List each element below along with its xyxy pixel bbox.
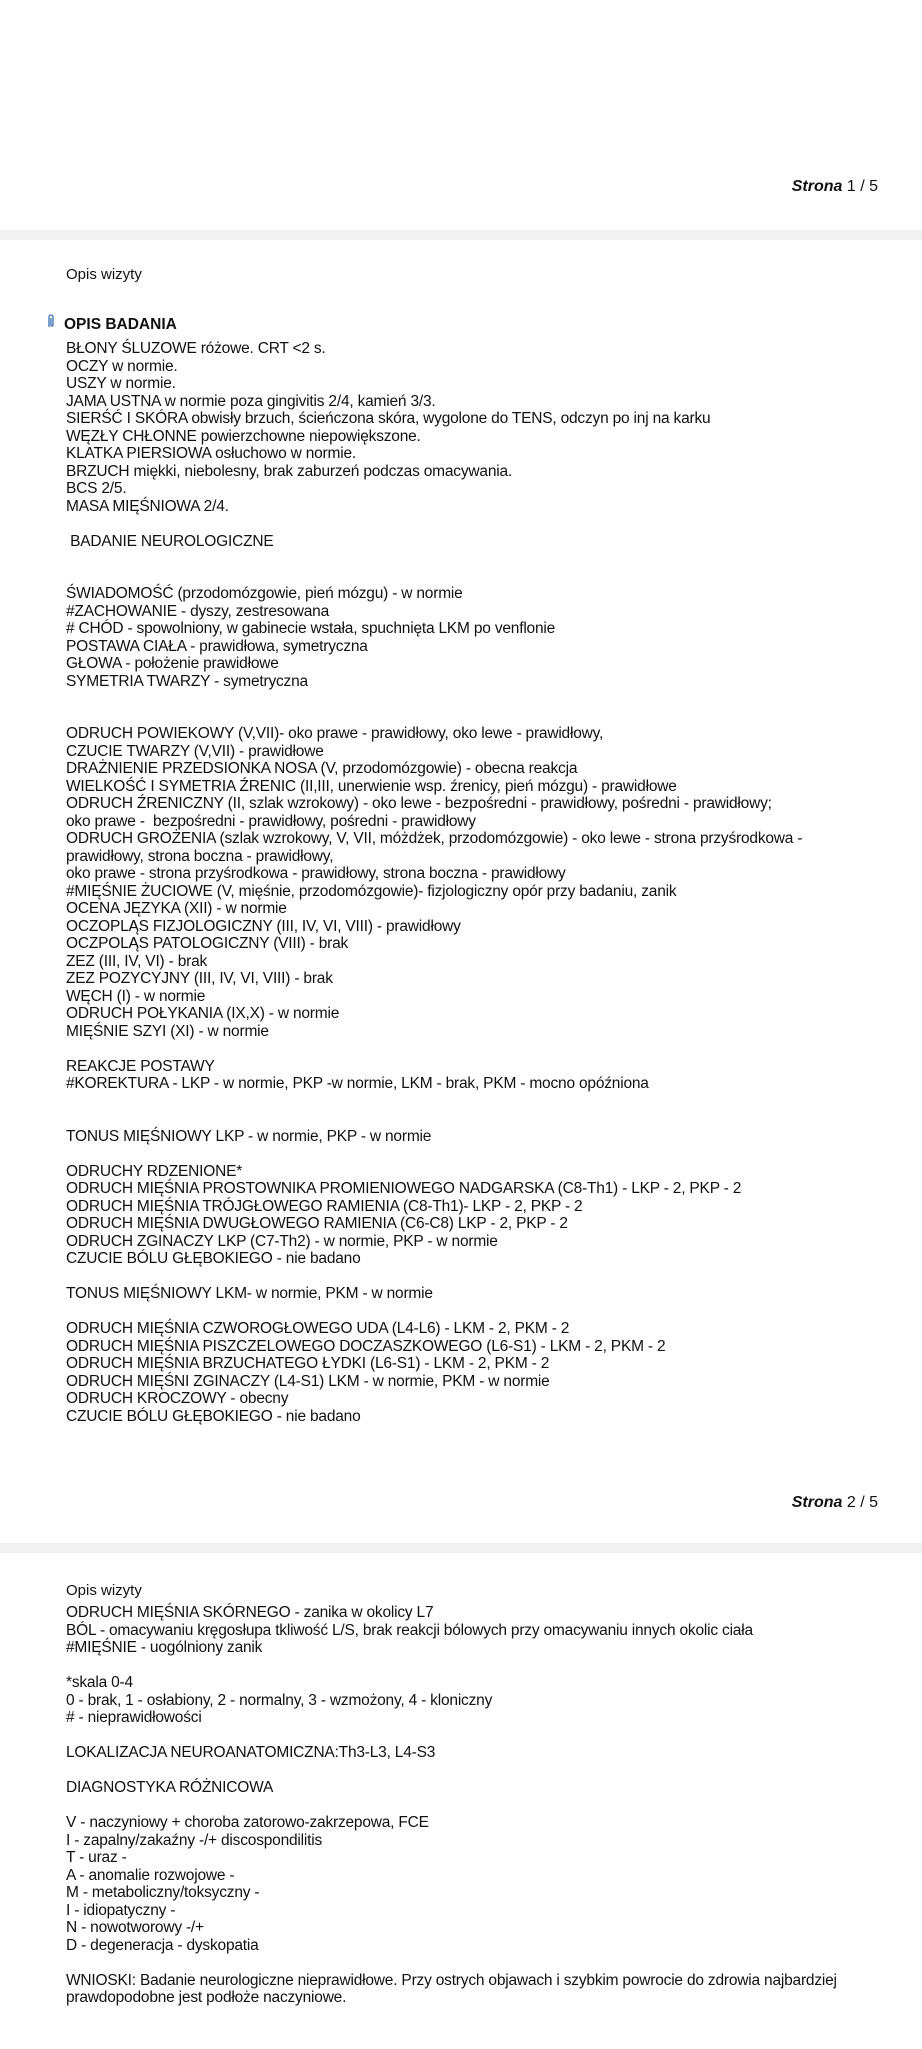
text-line: ODRUCH MIĘŚNIA SKÓRNEGO - zanika w okolicy L7: [66, 1604, 434, 1621]
text-line: ODRUCH KROCZOWY - obecny: [66, 1390, 289, 1407]
text-line: V - naczyniowy + choroba zatorowo-zakrzepowa, FCE: [66, 1814, 429, 1831]
text-line: ODRUCH MIĘŚNIA PISZCZELOWEGO DOCZASZKOWEGO (L6-S1) - LKM - 2, PKM - 2: [66, 1337, 666, 1355]
text-line: BRZUCH miękki, niebolesny, brak zaburzeń podczas omacywania.: [66, 462, 513, 480]
text-line: WĘCH (I) - w normie: [66, 987, 206, 1005]
text-line: ODRUCH GROŻENIA (szlak wzrokowy, V, VII, móżdżek, przodomózgowie) - oko lewe - strona przyśrodkowa -: [66, 830, 803, 847]
text-line: M - metaboliczny/toksyczny -: [66, 1884, 260, 1901]
page-number: 2: [846, 1494, 856, 1511]
text-line: #MIĘŚNIE ŻUCIOWE (V, mięśnie, przodomózgowie)- fizjologiczny opór przy badaniu, zanik: [66, 882, 677, 900]
text-line: JAMA USTNA w normie poza gingivitis 2/4, kamień 3/3.: [66, 392, 436, 410]
text-line: #ZACHOWANIE - dyszy, zestresowana: [66, 602, 329, 620]
text-line: BADANIE NEUROLOGICZNE: [66, 532, 274, 550]
text-line: [66, 1954, 902, 1972]
text-line: TONUS MIĘŚNIOWY LKM- w normie, PKM - w normie: [66, 1285, 433, 1302]
page-header: Opis wizyty: [66, 1582, 142, 1599]
exam-description: [66, 340, 902, 1425]
text-line: prawdopodobne jest podłoże naczyniowe.: [66, 1989, 347, 2006]
text-line: USZY w normie.: [66, 375, 176, 392]
text-line: [66, 1657, 902, 1675]
text-line: BÓL - omacywaniu kręgosłupa tkliwość L/S, brak reakcji bólowych przy omacywaniu innych okolic ciała: [66, 1621, 753, 1639]
text-line: OCZPOLĄS PATOLOGICZNY (VIII) - brak: [66, 935, 349, 952]
page-number: 1: [846, 178, 856, 195]
page-label: Strona: [791, 178, 843, 195]
text-line: [66, 568, 902, 586]
text-line: I - idiopatyczny -: [66, 1901, 176, 1919]
text-line: [66, 1303, 902, 1321]
text-line: GŁOWA - położenie prawidłowe: [66, 655, 279, 672]
text-line: WIELKOŚĆ I SYMETRIA ŹRENIC (II,III, unerwienie wsp. źrenicy, pień mózgu) - prawidłowe: [66, 777, 677, 795]
text-line: WNIOSKI: Badanie neurologiczne nieprawidłowe. Przy ostrych objawach i szybkim powrocie do zdrowia najbardziej: [66, 1971, 837, 1989]
text-line: A - anomalie rozwojowe -: [66, 1866, 235, 1884]
text-line: ZEZ (III, IV, VI) - brak: [66, 952, 208, 970]
page-label: Strona: [791, 1494, 843, 1511]
text-line: ODRUCH MIĘŚNI ZGINACZY (L4-S1) LKM - w normie, PKM - w normie: [66, 1372, 550, 1390]
text-line: #KOREKTURA - LKP - w normie, PKP -w normie, LKM - brak, PKM - mocno opóźniona: [66, 1075, 649, 1092]
text-line: BCS 2/5.: [66, 480, 127, 497]
text-line: [66, 708, 902, 726]
text-line: [66, 1145, 902, 1163]
text-line: *skala 0-4: [66, 1674, 133, 1691]
text-line: oko prawe - bezpośredni - prawidłowy, pośredni - prawidłowy: [66, 812, 476, 830]
text-line: BŁONY ŚLUZOWE różowe. CRT <2 s.: [66, 340, 326, 357]
text-line: ODRUCH MIĘŚNIA PROSTOWNIKA PROMIENIOWEGO NADGARSKA (C8-Th1) - LKP - 2, PKP - 2: [66, 1180, 742, 1197]
text-line: [66, 1797, 902, 1815]
text-line: D - degeneracja - dyskopatia: [66, 1936, 259, 1954]
text-line: [66, 1110, 902, 1128]
text-line: ODRUCH ŹRENICZNY (II, szlak wzrokowy) - oko lewe - bezpośredni - prawidłowy, pośredni - prawidłowy;: [66, 795, 772, 812]
page-separator: [0, 1543, 922, 1553]
attachment-icon: [46, 313, 56, 329]
text-line: ODRUCH MIĘŚNIA BRZUCHATEGO ŁYDKI (L6-S1) - LKM - 2, PKM - 2: [66, 1355, 550, 1372]
exam-description-continued: [66, 1604, 902, 2007]
text-line: TONUS MIĘŚNIOWY LKP - w normie, PKP - w normie: [66, 1127, 432, 1145]
text-line: I - zapalny/zakaźny -/+ discospondilitis: [66, 1831, 323, 1849]
text-line: OCZY w normie.: [66, 357, 178, 375]
page-footer-1: [792, 178, 878, 196]
text-line: #MIĘŚNIE - uogólniony zanik: [66, 1639, 263, 1656]
text-line: 0 - brak, 1 - osłabiony, 2 - normalny, 3 - wzmożony, 4 - kloniczny: [66, 1691, 493, 1709]
text-line: SIERŚĆ I SKÓRA obwisły brzuch, ścieńczona skóra, wygolone do TENS, odczyn po inj na karku: [66, 410, 711, 427]
text-line: [66, 690, 902, 708]
text-line: [66, 1727, 902, 1745]
text-line: # CHÓD - spowolniony, w gabinecie wstała, spuchnięta LKM po venflonie: [66, 620, 556, 637]
page-footer-2: [792, 1494, 878, 1512]
text-line: [66, 1093, 902, 1111]
text-line: ODRUCH MIĘŚNIA CZWOROGŁOWEGO UDA (L4-L6) - LKM - 2, PKM - 2: [66, 1320, 570, 1337]
section-title: OPIS BADANIA: [64, 316, 177, 333]
text-line: [66, 1268, 902, 1286]
text-line: CZUCIE BÓLU GŁĘBOKIEGO - nie badano: [66, 1250, 361, 1267]
text-line: ŚWIADOMOŚĆ (przodomózgowie, pień mózgu) - w normie: [66, 585, 463, 602]
text-line: DRAŻNIENIE PRZEDSIONKA NOSA (V, przodomózgowie) - obecna reakcja: [66, 760, 578, 777]
page-total: / 5: [860, 1494, 878, 1511]
text-line: ZEZ POZYCYJNY (III, IV, VI, VIII) - brak: [66, 970, 333, 987]
text-line: ODRUCHY RDZENIONE*: [66, 1162, 243, 1180]
text-line: T - uraz -: [66, 1849, 127, 1866]
text-line: WĘZŁY CHŁONNE powierzchowne niepowiększone.: [66, 427, 421, 445]
text-line: POSTAWA CIAŁA - prawidłowa, symetryczna: [66, 637, 368, 655]
text-line: SYMETRIA TWARZY - symetryczna: [66, 672, 308, 690]
text-line: oko prawe - strona przyśrodkowa - prawidłowy, strona boczna - prawidłowy: [66, 865, 566, 882]
text-line: ODRUCH ZGINACZY LKP (C7-Th2) - w normie, PKP - w normie: [66, 1232, 498, 1250]
text-line: [66, 1040, 902, 1058]
text-line: KLATKA PIERSIOWA osłuchowo w normie.: [66, 445, 356, 462]
text-line: CZUCIE TWARZY (V,VII) - prawidłowe: [66, 742, 324, 760]
text-line: REAKCJE POSTAWY: [66, 1057, 215, 1075]
page-separator: [0, 230, 922, 240]
page-header: Opis wizyty: [66, 266, 142, 283]
text-line: DIAGNOSTYKA RÓŻNICOWA: [66, 1779, 274, 1796]
text-line: ODRUCH MIĘŚNIA TRÓJGŁOWEGO RAMIENIA (C8-Th1)- LKP - 2, PKP - 2: [66, 1197, 583, 1215]
text-line: ODRUCH POŁYKANIA (IX,X) - w normie: [66, 1005, 340, 1022]
page-total: / 5: [860, 178, 878, 195]
text-line: LOKALIZACJA NEUROANATOMICZNA:Th3-L3, L4-S3: [66, 1744, 436, 1761]
text-line: prawidłowy, strona boczna - prawidłowy,: [66, 847, 334, 865]
text-line: OCENA JĘZYKA (XII) - w normie: [66, 900, 287, 917]
text-line: N - nowotworowy -/+: [66, 1919, 204, 1936]
text-line: CZUCIE BÓLU GŁĘBOKIEGO - nie badano: [66, 1407, 361, 1425]
text-line: # - nieprawidłowości: [66, 1709, 202, 1726]
text-line: ODRUCH POWIEKOWY (V,VII)- oko prawe - prawidłowy, oko lewe - prawidłowy,: [66, 725, 604, 742]
text-line: OCZOPLĄS FIZJOLOGICZNY (III, IV, VI, VIII) - prawidłowy: [66, 917, 461, 935]
text-line: [66, 515, 902, 533]
text-line: [66, 1762, 902, 1780]
text-line: MIĘŚNIE SZYI (XI) - w normie: [66, 1022, 269, 1040]
text-line: ODRUCH MIĘŚNIA DWUGŁOWEGO RAMIENIA (C6-C8) LKP - 2, PKP - 2: [66, 1215, 568, 1232]
text-line: MASA MIĘŚNIOWA 2/4.: [66, 497, 229, 515]
text-line: [66, 550, 902, 568]
